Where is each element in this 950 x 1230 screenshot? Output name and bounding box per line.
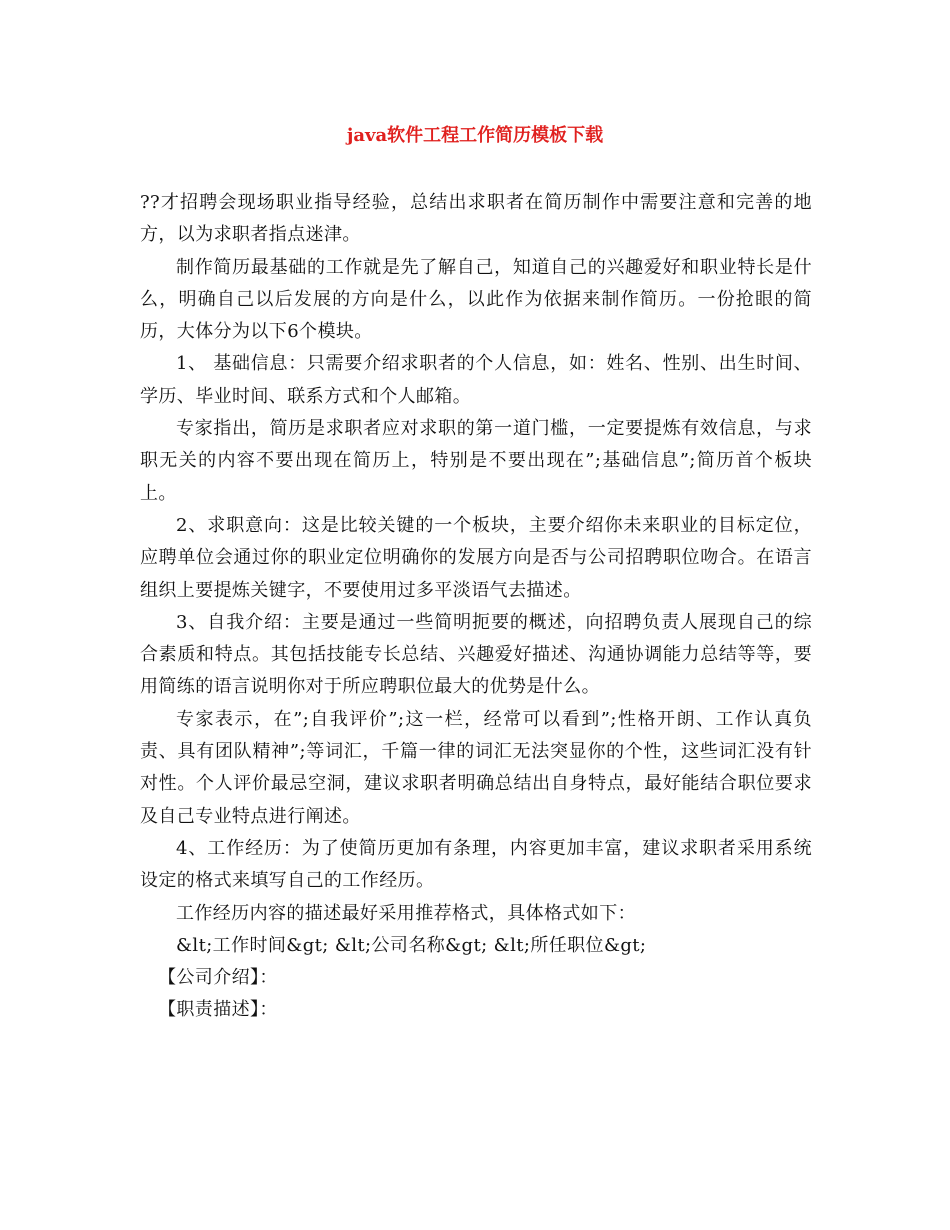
paragraph-expert-2: 专家表示，在”;自我评价”;这一栏，经常可以看到”;性格开朗、工作认真负责、具有团队精神”;等词汇，千篇一律的词汇无法突显你的个性，这些词汇没有针对性。个人评价最忌空洞，建议求职者明确总结出自身特点，最好能结合职位要求及自己专业特点进行阐述。: [140, 708, 812, 827]
paragraph-section-4: 4、工作经历：为了使简历更加有条理，内容更加丰富，建议求职者采用系统设定的格式来填写自己的工作经历。: [140, 837, 812, 892]
paragraph-duty-desc: 【职责描述】：: [158, 999, 278, 1021]
paragraph-section-2: 2、求职意向：这是比较关键的一个板块，主要介绍你未来职业的目标定位，应聘单位会通过你的职业定位明确你的发展方向是否与公司招聘职位吻合。在语言组织上要提炼关键字，不要使用过多平淡语气去描述。: [140, 514, 812, 601]
paragraph-intro: ??才招聘会现场职业指导经验，总结出求职者在简历制作中需要注意和完善的地方，以为求职者指点迷津。: [140, 192, 812, 246]
paragraph-section-3: 3、自我介绍：主要是通过一些简明扼要的概述，向招聘负责人展现自己的综合素质和特点。其包括技能专长总结、兴趣爱好描述、沟通协调能力总结等等，要用简练的语言说明你对于所应聘职位最大的优势是什么。: [140, 611, 812, 698]
document-body: [140, 187, 812, 1027]
paragraph-format-line: &lt;工作时间&gt; &lt;公司名称&gt; &lt;所任职位&gt;: [176, 934, 647, 956]
paragraph-section-1: 1、 基础信息：只需要介绍求职者的个人信息，如：姓名、性别、出生时间、学历、毕业时间、联系方式和个人邮箱。: [140, 353, 812, 407]
paragraph-basics: 制作简历最基础的工作就是先了解自己，知道自己的兴趣爱好和职业特长是什么，明确自己以后发展的方向是什么，以此作为依据来制作简历。一份抢眼的简历，大体分为以下6个模块。: [140, 256, 812, 343]
document-title: java软件工程工作简历模板下载: [346, 125, 604, 146]
paragraph-expert-1: 专家指出，简历是求职者应对求职的第一道门槛，一定要提炼有效信息，与求职无关的内容不要出现在简历上，特别是不要出现在”;基础信息”;简历首个板块上。: [140, 418, 812, 504]
paragraph-format-intro: 工作经历内容的描述最好采用推荐格式，具体格式如下：: [176, 902, 636, 924]
paragraph-company-intro: 【公司介绍】：: [158, 967, 278, 989]
